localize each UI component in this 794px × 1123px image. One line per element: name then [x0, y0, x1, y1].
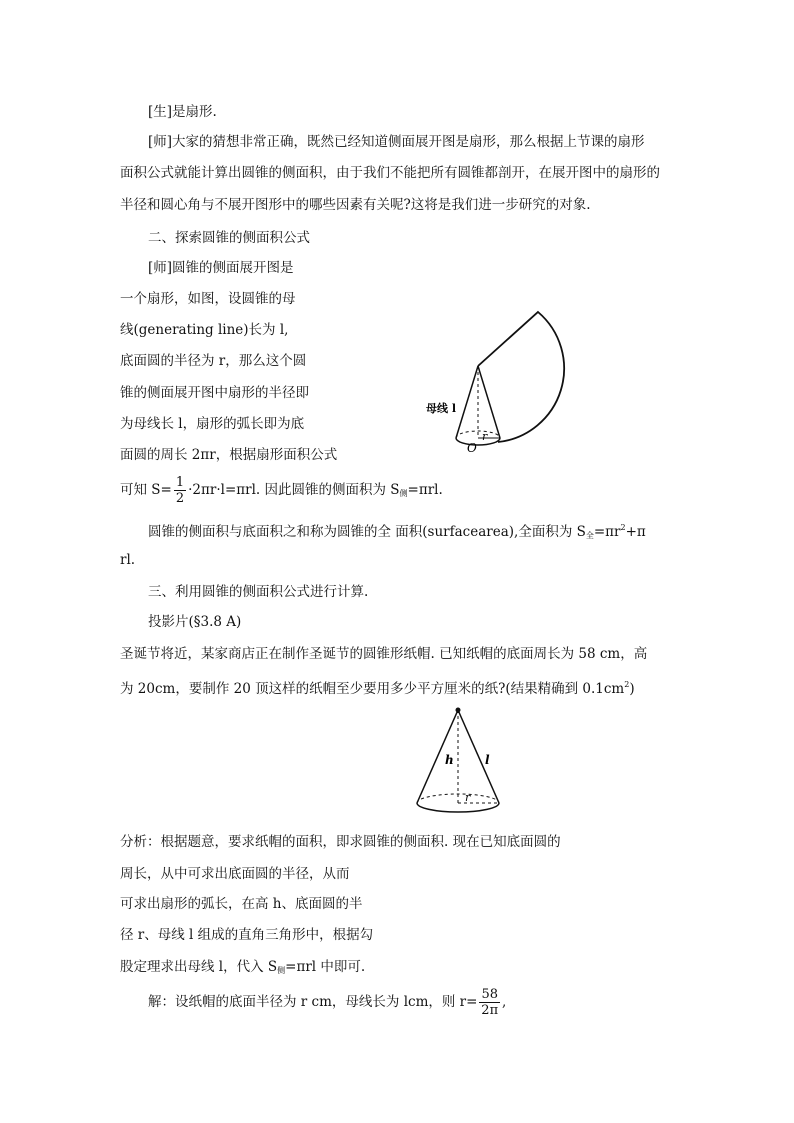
slide-reference: 投影片(§3.8 A) — [148, 614, 242, 630]
paragraph-student-answer: [生]是扇形. — [148, 104, 217, 120]
cone-unfold-figure — [420, 300, 580, 460]
paragraph-teacher-2-line-3: 线(generating line)长为 l, — [120, 322, 289, 338]
solution-line: 解：设纸帽的底面半径为 r cm，母线长为 lcm，则 r= $\frac{58}{2\pi}$ , — [148, 987, 507, 1018]
paragraph-teacher-1-line-2: 面积公式就能计算出圆锥的侧面积，由于我们不能把所有圆锥都剖开，在展开图中的扇形的 — [120, 165, 660, 181]
paragraph-total-area-line-2: rl. — [120, 552, 136, 568]
cone-figure — [405, 700, 515, 822]
cone-right-edge — [458, 710, 499, 803]
cone-base-front — [456, 438, 500, 445]
section-heading-3: 三、利用圆锥的侧面积公式进行计算. — [148, 584, 369, 600]
paragraph-total-area-line-1: 圆锥的侧面积与底面积之和称为圆锥的全 面积(surfacearea),全面积为 $S_全=\pi r^2+\pi$ — [148, 523, 646, 540]
paragraph-teacher-1-line-3: 半径和圆心角与不展开图形中的哪些因素有关呢?这将是我们进一步研究的对象. — [120, 197, 591, 213]
analysis-line-5: 股定理求出母线 l，代入 $S_侧=\pi rl$ 中即可. — [120, 959, 366, 975]
problem-line-2: 为 20cm，要制作 20 顶这样的纸帽至少要用多少平方厘米的纸?(结果精确到 $0.1cm^2$) — [120, 680, 635, 697]
label-center: O — [467, 441, 477, 455]
analysis-line-1: 分析：根据题意，要求纸帽的面积，即求圆锥的侧面积. 现在已知底面圆的 — [120, 834, 561, 850]
analysis-line-2: 周长，从中可求出底面圆的半径，从而 — [120, 866, 350, 882]
paragraph-teacher-2-line-5: 锥的侧面展开图中扇形的半径即 — [120, 385, 309, 401]
cone-right-edge — [478, 366, 500, 438]
cone-base-front — [417, 803, 499, 812]
paragraph-teacher-2-line-7: 面圆的周长 2πr，根据扇形面积公式 — [120, 447, 338, 463]
paragraph-teacher-2-line-4: 底面圆的半径为 r，那么这个圆 — [120, 353, 307, 369]
label-generatrix: 母线 l — [426, 402, 457, 415]
section-heading-2: 二、探索圆锥的侧面积公式 — [148, 230, 310, 246]
cone-apex — [456, 708, 461, 713]
fraction-58-over-2pi: $\frac{58}{2\pi}$ — [481, 987, 499, 1018]
label-radius: r — [482, 430, 488, 443]
sector-outline — [478, 312, 564, 442]
analysis-line-3: 可求出扇形的弧长，在高 h、底面圆的半 — [120, 896, 363, 912]
cone-left-edge — [456, 366, 478, 438]
label-height: h — [445, 753, 454, 767]
fraction-one-half: $\frac{1}{2}$ — [175, 475, 185, 506]
paragraph-teacher-2-line-6: 为母线长 l，扇形的弧长即为底 — [120, 416, 305, 432]
paragraph-teacher-1-line-1: [师]大家的猜想非常正确，既然已经知道侧面展开图是扇形，那么根据上节课的扇形 — [148, 134, 645, 150]
problem-line-1: 圣诞节将近，某家商店正在制作圣诞节的圆锥形纸帽. 已知纸帽的底面周长为 58 cm，高 — [120, 646, 648, 662]
formula-side-area: 可知 S= $\frac{1}{2}$ ·2πr·l=πrl. 因此圆锥的侧面积为 $S_侧=\pi rl$. — [120, 475, 443, 506]
paragraph-teacher-2-line-1: [师]圆锥的侧面展开图是 — [148, 260, 294, 276]
label-slant: l — [485, 753, 490, 767]
analysis-line-4: 径 r、母线 l 组成的直角三角形中，根据勾 — [120, 927, 374, 943]
label-radius: r — [465, 791, 471, 804]
paragraph-teacher-2-line-2: 一个扇形，如图，设圆锥的母 — [120, 291, 296, 307]
